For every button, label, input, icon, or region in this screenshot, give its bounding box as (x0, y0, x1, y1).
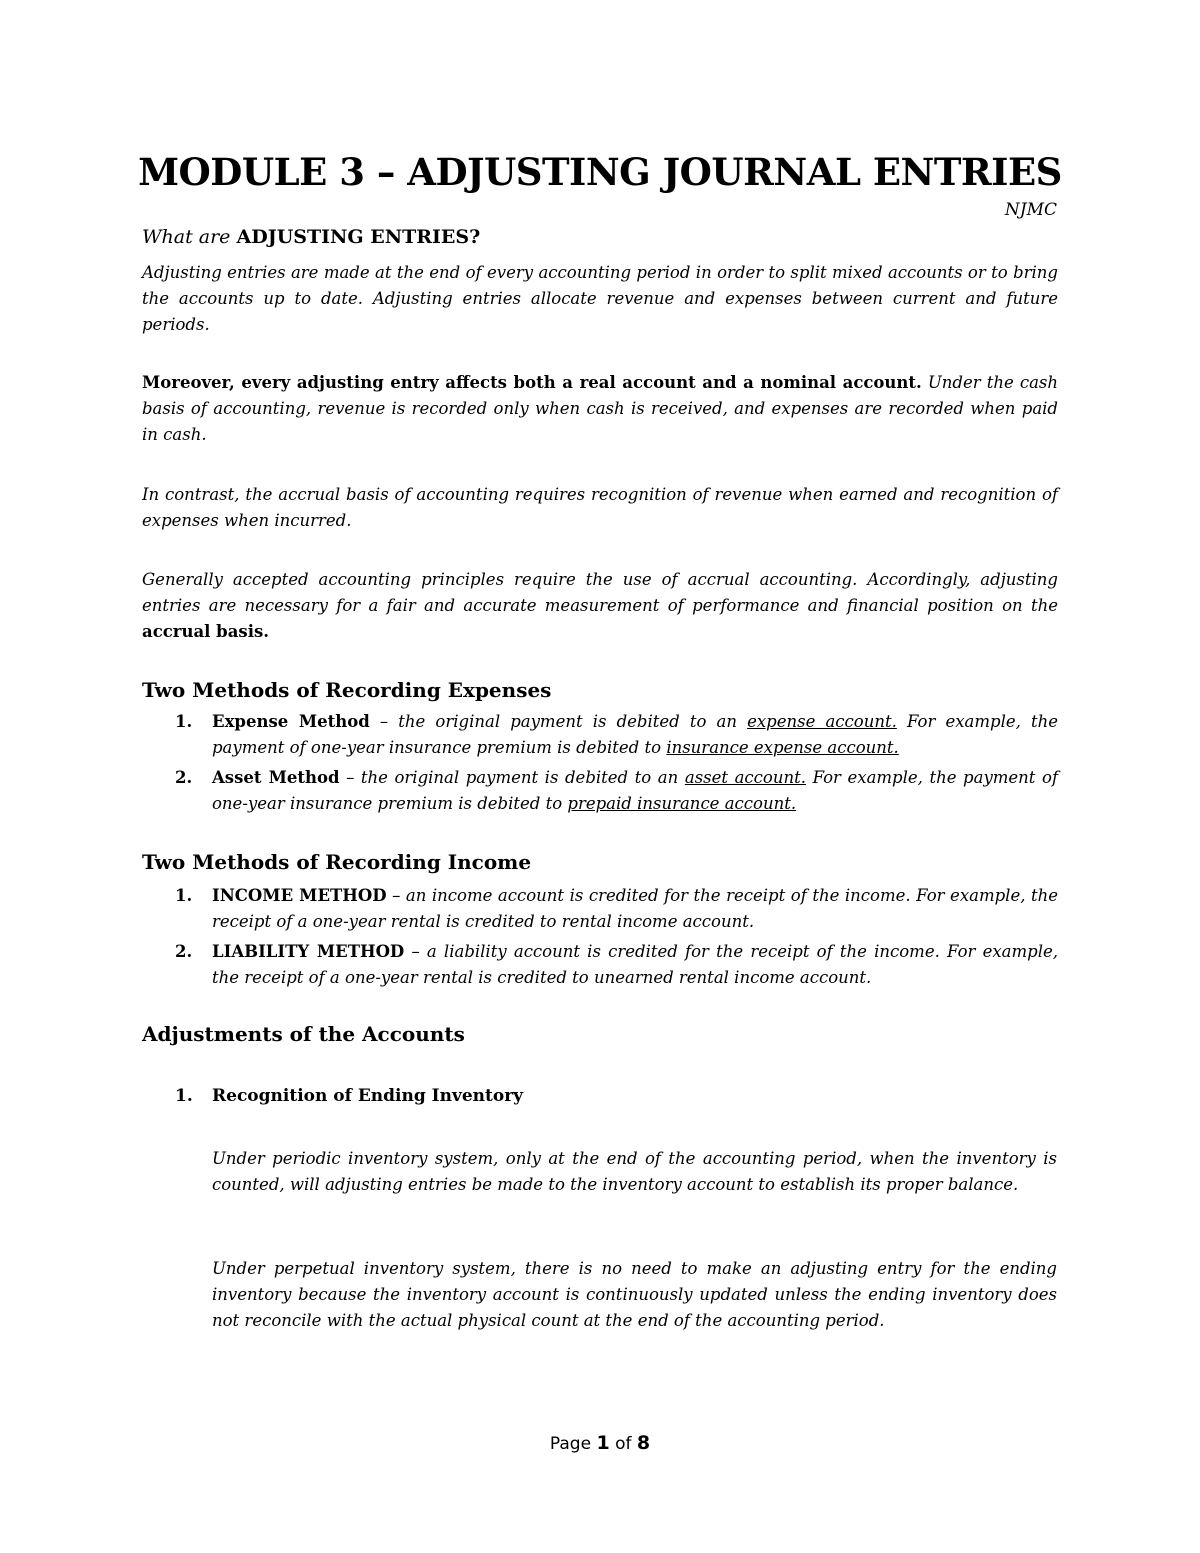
list-desc: – the original payment is debited to an (379, 712, 737, 731)
list-number: 2. (175, 768, 193, 787)
real-nominal-paragraph (142, 370, 1058, 448)
income-list (142, 883, 1058, 995)
underlined-term: insurance expense account. (666, 738, 899, 757)
page-title: MODULE 3 – ADJUSTING JOURNAL ENTRIES (138, 150, 1062, 194)
list-number: 1. (175, 886, 193, 905)
list-number: 2. (175, 942, 193, 961)
footer-page-word: Page (549, 1434, 592, 1454)
list-number: 1. (175, 712, 193, 731)
list-desc: – the original payment is debited to an (346, 768, 679, 787)
question-heading (142, 226, 480, 248)
list-desc: – an income account is credited for the receipt of the income. For example, the receipt of a one-year rental is credited to rental income account. (212, 886, 1059, 931)
paragraph-accrual: In contrast, the accrual basis of accounting requires recognition of revenue when earned and recognition of expenses when incurred. (142, 485, 1058, 530)
periodic-paragraph (212, 1146, 1057, 1198)
intro-paragraph (142, 260, 1058, 338)
income-heading: Two Methods of Recording Income (142, 850, 532, 874)
list-item (142, 883, 1058, 935)
footer-of-word: of (615, 1434, 632, 1454)
underlined-term: asset account. (684, 768, 806, 787)
list-desc: For example, the payment of one-year insurance premium is debited to (212, 768, 1059, 813)
list-number: 1. (175, 1086, 193, 1106)
list-item (142, 709, 1058, 761)
list-term: INCOME METHOD (212, 886, 387, 905)
footer-total-pages: 8 (636, 1432, 651, 1454)
underlined-term: expense account. (747, 712, 897, 731)
author-initials: NJMC (1004, 200, 1057, 220)
paragraph-gaap (142, 567, 1058, 645)
accrual-paragraph (142, 482, 1058, 534)
question-term: ADJUSTING ENTRIES? (236, 226, 481, 248)
list-item (142, 765, 1058, 817)
paragraph-gaap-main: Generally accepted accounting principles require the use of accrual accounting. Accordingly, adjusting entries are necessary for a fair and accurate measurement of performance and financial position on the (142, 570, 1058, 615)
paragraph-perpetual: Under perpetual inventory system, there is no need to make an adjusting entry for the ending inventory because the inventory account is continuously updated unless the ending inventory does not reconcile with the actual physical count at the end of the accounting period. (212, 1259, 1057, 1330)
list-term: LIABILITY METHOD (212, 942, 405, 961)
paragraph-real-nominal-bold: Moreover, every adjusting entry affects both a real account and a nominal account. (142, 373, 922, 392)
paragraph-gaap-bold: accrual basis. (142, 622, 269, 641)
list-term: Expense Method (212, 712, 370, 731)
question-lead: What are (142, 226, 231, 248)
list-desc: – a liability account is credited for the receipt of the income. For example, the receipt of a one-year rental is credited to unearned rental income account. (212, 942, 1058, 987)
list-desc: For example, the payment of one-year insurance premium is debited to (212, 712, 1059, 757)
paragraph-real-nominal (142, 370, 1058, 448)
gaap-paragraph (142, 567, 1058, 645)
page-footer (0, 1432, 1200, 1454)
perpetual-paragraph (212, 1256, 1057, 1334)
expenses-heading: Two Methods of Recording Expenses (142, 678, 552, 702)
footer-current-page: 1 (596, 1432, 610, 1454)
list-item (142, 939, 1058, 991)
paragraph-real-nominal-rest: Under the cash basis of accounting, revenue is recorded only when cash is received, and expenses are recorded when paid in cash. (142, 373, 1058, 444)
paragraph-periodic: Under periodic inventory system, only at the end of the accounting period, when the inventory is counted, will adjusting entries be made to the inventory account to establish its proper balance. (212, 1149, 1057, 1194)
list-term: Asset Method (212, 768, 340, 787)
adjustment-label: Recognition of Ending Inventory (212, 1086, 524, 1106)
expenses-list (142, 709, 1058, 821)
adjustments-heading: Adjustments of the Accounts (142, 1022, 465, 1046)
paragraph-definition: Adjusting entries are made at the end of every accounting period in order to split mixed accounts or to bring the accounts up to date. Adjusting entries allocate revenue and expenses between current and future periods. (142, 263, 1058, 334)
underlined-term: prepaid insurance account. (567, 794, 797, 813)
